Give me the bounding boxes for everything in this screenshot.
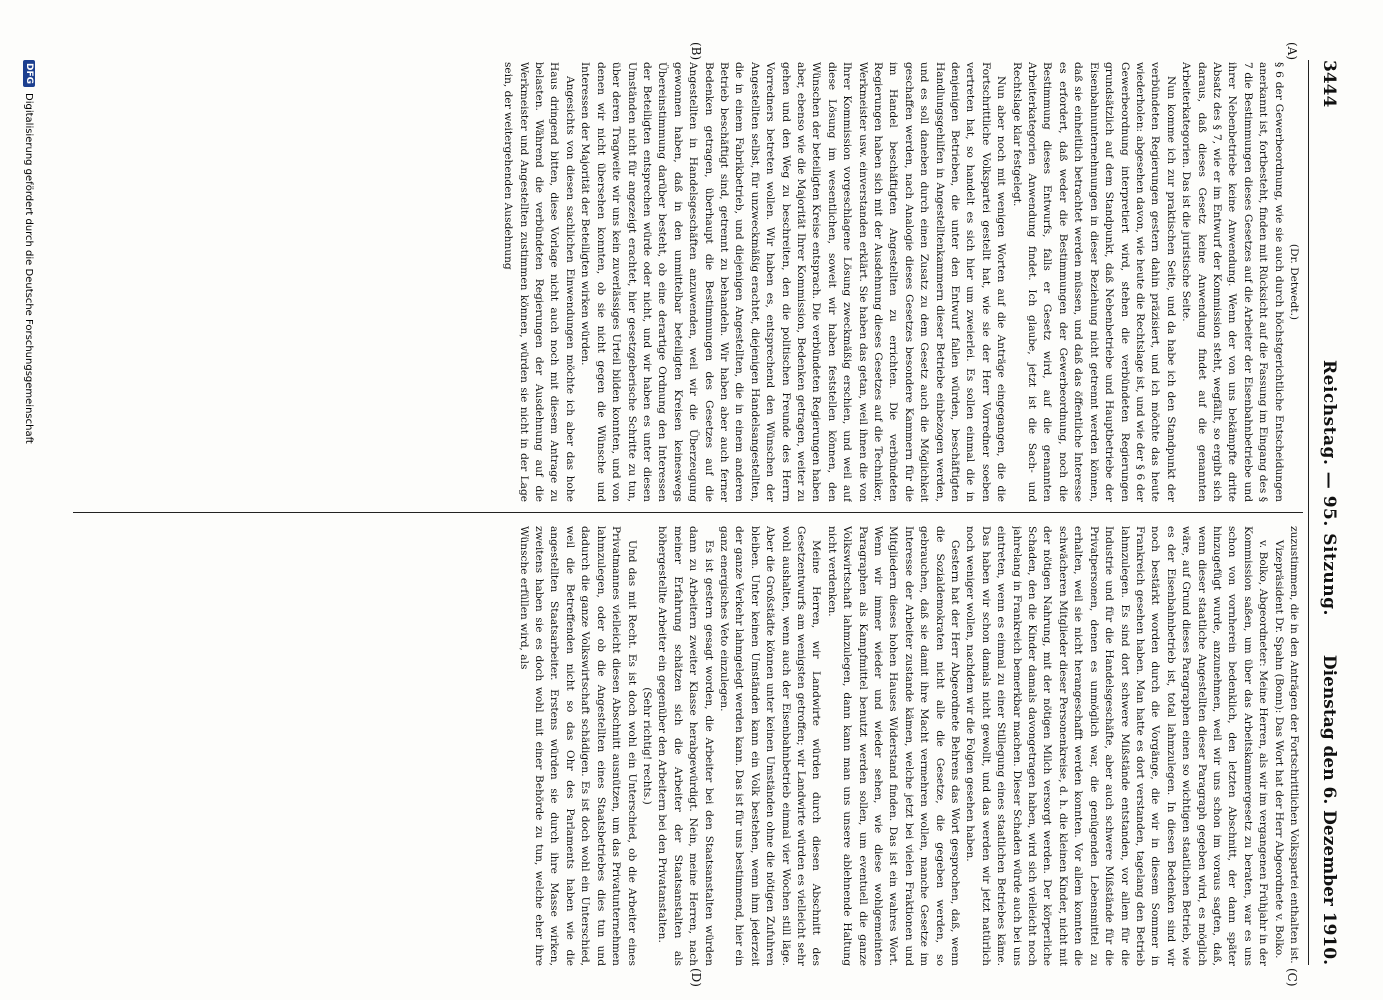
- column-divider: [73, 512, 1303, 513]
- right-column: [71, 526, 1301, 966]
- page-header: [1315, 60, 1343, 965]
- margin-marker-b: (B): [689, 42, 703, 61]
- dfg-logo: DFG: [23, 60, 35, 87]
- paragraph: v. Bolko, Abgeordneter: Meine Herren, als wir im vergangenen Frühjahr in der Kommission saßen, um über das Arbeitskammergesetz zu beraten, war es uns schon von vornherein bedenklich, den letzten Abschnitt, der dann später hinzugefügt wurde, anzunehmen, weil wir uns schon im voraus sagten, daß, wenn dieser staatliche Angestellten dieser Paragraph gegeben wird, es möglich wäre, auf Grund dieses Paragraphen einen so wichtigen staatlichen Betrieb, wie es der Eisenbahnbetrieb ist, total lahmzulegen. In diesen Bedenken sind wir noch bestärkt worden durch die Vorgänge, die wir in diesem Sommer in Frankreich gesehen haben. Man hatte es dort verstanden, tagelang den Betrieb lahmzulegen. Es sind dort schwere Mißstände entstanden, vor allem für die Industrie und für die Handelsgeschäfte, aber auch schwere Mißstände für die Privatpersonen, denen es unmöglich war, die genügenden Lebensmittel zu erhalten, weil sie nicht herangeschafft werden konnten. Vor allem konnten die schwächeren Mitglieder dieser Personenkreise, d. h. die kleinen Kinder, nicht mit der nötigen Nahrung, mit der nötigen Milch versorgt werden. Der körperliche Schaden, den die Kinder damals davongetragen haben, wird sich vielleicht noch jahrelang in Frankreich bemerkbar machen. Dieser Schaden würde auch bei uns eintreten, wenn es einmal zu einer Stillegung eines staatlichen Betriebes käme. Das haben wir schon damals nicht gewollt, und das werden wir jetzt natürlich noch weniger wollen, nachdem wir die Folgen gesehen haben.: [964, 526, 1270, 966]
- header-rule: [1308, 60, 1309, 965]
- margin-marker-d: (D): [689, 968, 703, 987]
- margin-marker-c: (C): [1285, 968, 1299, 987]
- paragraph: Meine Herren, wir Landwirte würden durch diesen Abschnitt des Gesetzentwurfs am wenigsten getroffen; wir Landwirte würden es vielleicht sehr wohl aushalten, wenn auch der Eisenbahnbetrieb einmal vier Wochen still läge. Aber die Großstädte können unter keinen Umständen ohne die nötigen Zufuhren bleiben. Unter keinen Umständen kann ein Volk bestehen, wenn ihm jederzeit der ganze Verkehr lahmgelegt werden kann. Das ist für uns bestimmend, hier ein ganz energisches Veto einzulegen.: [717, 526, 823, 966]
- interjection: (Sehr richtig! rechts.): [640, 687, 653, 805]
- paragraph: § 6 der Gewerbeordnung, wie sie auch durch höchstgerichtliche Entscheidungen anerkannt ist, fortbesteht, finden mit Rücksicht auf die Fassung im Eingang des § 7 die Bestimmungen dieses Gesetzes auf die Arbeiter der Eisenbahnbetriebe und ihrer Nebenbetriebe keine Anwendung. Wenn der von uns bekämpfte dritte Absatz des § 7, wie er im Entwurf der Kommission steht, wegfällt, so ergibt sich daraus, daß dieses Gesetz keine Anwendung findet auf die genannten Arbeiterkategorien. Das ist die juristische Seite.: [1180, 62, 1285, 502]
- page-number: 3444: [1319, 60, 1339, 108]
- paragraph: zuzustimmen, die in den Anträgen der Fortschrittlichen Volkspartei enthalten ist.: [1288, 526, 1300, 964]
- paragraph: Vizepräsident Dr. Spahn (Bonn): Das Wort hat der Herr Abgeordnete v. Bolko.: [1272, 540, 1285, 959]
- running-title: Reichstag. — 95. Sitzung.: [1319, 360, 1339, 616]
- paragraph: Nun aber noch mit wenigen Worten auf die Anträge eingegangen, die die Fortschrittliche Volkspartei gestellt hat, wie sie der Herr Vorredner soeben vertreten hat, so handelt es sich hier um zweierlei. Es sollen einmal die in denjenigen Betrieben, die unter den Entwurf fallen würden, beschäftigten Handlungsgehilfen in Angestelltenkammern dieser Betriebe einbezogen werden, und es soll daneben durch einen Zusatz zu dem Gesetz auch die Möglichkeit geschaffen werden, nach Analogie dieses Gesetzes besondere Kammern für die im Handel beschäftigten Angestellten zu errichten. Die verbündeten Regierungen haben sich mit der Ausdehnung dieses Gesetzes auf die Techniker, Werkmeister usw. einverstanden erklärt. Sie haben das getan, weil ihnen die von Ihrer Kommission vorgeschlagene Lösung zweckmäßig erschien, und weil auf diese Lösung im wesentlichen, soweit wir haben feststellen können, den Wünschen der beteiligten Kreise entsprach. Die verbündeten Regierungen haben aber, ebenso wie die Majorität Ihrer Kommission, Bedenken getragen, weiter zu gehen und den Weg zu beschreiten, den die politischen Freunde des Herrn Vorredners betreten wollen. Wir haben es, entsprechend den Wünschen der Angestellten selbst, für unzweckmäßig erachtet, diejenigen Handelsangestellten, die in einem Fabrikbetrieb, und diejenigen Angestellten, die in einem anderen Betrieb beschäftigt sind, getrennt zu behandeln. Wir haben aber auch ferner Bedenken getragen, überhaupt die Bestimmungen des Gesetzes auf die Angestellten in Handelsgeschäften anzuwenden, weil wir die Überzeugung gewonnen haben, daß in den unmittelbar beteiligten Kreisen keineswegs Übereinstimmung darüber besteht, ob eine derartige Ordnung den Interessen der Beteiligten entsprechen würde oder nicht, und wir haben es unter diesen Umständen nicht für angezeigt erachtet, hier gesetzgeberische Schritte zu tun, über deren Tragweite wir uns kein zuverlässiges Urteil bilden konnten, und von denen wir nicht übersehen konnten, ob sie nicht gegen die Wünsche und Interessen der Majorität der Beteiligten wirken würden.: [579, 62, 1008, 502]
- speaker-continuation: (Dr. Detwedt.): [1288, 243, 1300, 321]
- paragraph: Es ist gestern gesagt worden, die Arbeiter bei den Staatsanstalten würden dann zu Arbeitern zweiter Klasse herabgewürdigt. Nein, meine Herren, nach meiner Erfahrung schätzen sich die Arbeiter der Staatsanstalten als höhergestellte Arbeiter ein gegenüber den Arbeitern bei den Privatanstalten.: [656, 526, 715, 966]
- margin-marker-a: (A): [1285, 42, 1299, 61]
- paragraph: Und das mit Recht. Es ist doch wohl ein Unterschied, ob die Arbeiter eines Privatmannes vielleicht diesen Abschnitt ausnützen, um das Privatunternehmen lahmzulegen, oder ob die Angestellten eines Staatsbetriebes dies tun und dadurch die ganze Volkswirtschaft schädigen. Es ist doch wohl ein Unterschied, weil die Betreffenden nicht so das Ohr des Parlaments haben wie die angestellten Staatsarbeiter. Erstens würden sie durch ihre Masse wirken, zweitens haben sie es doch wohl mit einer Behörde zu tun, welche eher ihre Wünsche erfüllen wird, als: [517, 526, 638, 966]
- left-column: [71, 62, 1301, 502]
- session-date: Dienstag den 6. Dezember 1910.: [1319, 654, 1339, 965]
- footer-credit: [23, 60, 35, 960]
- paragraph: Nun komme ich zur praktischen Seite, und da habe ich den Standpunkt der verbündeten Regierungen gestern dahin präzisiert, und ich möchte das heute wiederholen: abgesehen davon, wie heute die Rechtslage ist, und wie der § 6 der Gewerbeordnung interpretiert wird, stehen die verbündeten Regierungen grundsätzlich auf dem Standpunkt, daß Nebenbetriebe und Hauptbetriebe der Eisenbahnunternehmungen in dieser Beziehung nicht getrennt werden können, daß sie einheitlich betrachtet werden müssen, und daß das öffentliche Interesse es erfordert, daß weder die Bestimmungen der Gewerbeordnung, noch die Bestimmung dieses Entwurfs, falls er Gesetz wird, auf die genannten Arbeiterkategorien Anwendung findet. Ich glaube, jetzt ist die Sach- und Rechtslage klar festgelegt.: [1010, 62, 1177, 502]
- paragraph: Gestern hat der Herr Abgeordnete Behrens das Wort gesprochen, daß, wenn die Sozialdemokraten nicht alle die Gesetze, die gegeben werden, so gebrauchen, daß sie damit ihre Macht vermehren wollen, manche Gesetze im Interesse der Arbeiter zustande kämen, welche jetzt bei vielen Fraktionen und Mitgliedern dieses hohen Hauses Widerstand finden. Das ist ein wahres Wort. Wenn wir immer wieder und wieder sehen, wie diese wohlgemeinten Paragraphen als Kampfmittel benutzt werden sollen, um eventuell die ganze Volkswirtschaft lahmzulegen, dann kann man uns unsere ablehnende Haltung nicht verdenken.: [825, 526, 962, 966]
- footer-text: Digitalisierung gefördert durch die Deutsche Forschungsgemeinschaft: [23, 93, 35, 444]
- paragraph: Angesichts von diesen sachlichen Einwendungen möchte ich aber das hohe Haus dringend bitten, diese Vorlage nicht auch noch mit diesem Antrage zu belasten. Während die verbündeten Regierungen der Ausdehnung auf die Werkmeister und Angestellten zustimmen können, würden sie nicht in der Lage sein, der weitergehenden Ausdehnung: [502, 62, 576, 502]
